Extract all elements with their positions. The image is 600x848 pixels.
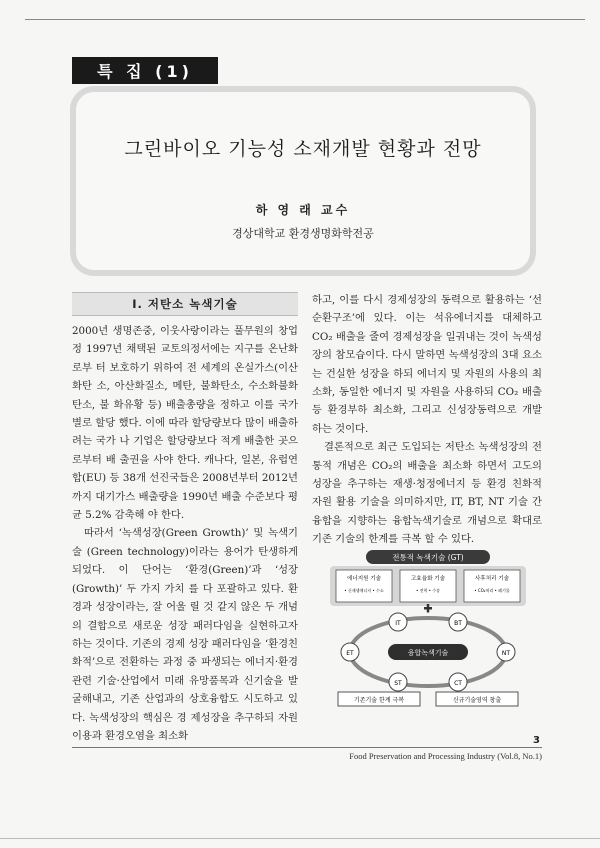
gt-box [464, 570, 520, 602]
footer-rule [72, 747, 542, 748]
author-affiliation: 경상대학교 환경생명화학전공 [232, 227, 374, 240]
bottom-rule [0, 838, 600, 839]
author-name: 하 영 래 교수 [255, 203, 351, 217]
bottom-left-label: 기존기술 한계 극복 [353, 697, 405, 704]
node-bt [449, 613, 467, 631]
gt-box-sub: • 전력 • 수송 [416, 588, 440, 593]
top-rule [25, 19, 585, 20]
gt-box-sub: • 신재생에너지 • 수소 [344, 588, 384, 593]
node-ct [449, 673, 467, 691]
gt-box-label: 사후처리 기술 [474, 576, 510, 582]
article-title: 그린바이오 기능성 소재개발 현황과 전망 [124, 138, 482, 160]
gt-box-label: 고효율화 기술 [410, 576, 446, 582]
right-column [312, 291, 542, 549]
node-st [389, 673, 407, 691]
gt-box [336, 570, 392, 602]
section-tag: 특 집 (1) [72, 57, 218, 84]
node-et [341, 643, 359, 661]
paragraph: 따라서 ‘녹색성장(Green Growth)’ 및 녹색기술 (Green technology)이라는 용어가 탄생하게 되었다. 이 단어는 ‘환경(Green)’과 ‘성장(Growth)’ 두 가지 가치 를 다 포괄하고 있다. 환경과 성장이라는, 잘 어울 릴 것 같지 않은 두 개념의 결합으로 새로운 성장 패러다임을 실현하고자 하는 것이다. 기존의 경제 성장 패러다임을 ‘환경친화적’으로 전환하는 과정 중 파생되는 에너지·환경 관련 기술·산업에서 미래 유망품목과 신기술을 발굴해내고, 기존 산업과의 상호융합도 시도하고 있다. 녹색성장의 핵심은 경 제성장을 추구하되 자원이용과 환경오염을 최소화 [72, 527, 298, 742]
paragraph: 2000년 생명존중, 이웃사랑이라는 풀무원의 창업정 1997년 채택된 교토의정서에는 지구를 온난화로부 터 보호하기 위하여 전 세계의 온실가스(이산화탄 소, 아산화질소, 메탄, 불화탄소, 수소화불화탄소, 불 화유황 등) 배출총량을 정하고 이를 국가별로 할당 했다. 이에 따라 할당량보다 많이 배출하려는 국가 나 기업은 할당량보다 적게 배출한 곳으로부터 배 출권을 사야 한다. 캐나다, 일본, 유럽연합(EU) 등 38개 선진국들은 2008년부터 2012년까지 대기가스 배출량을 1990년 배출 수준보다 평균 5.2% 감축해 야 한다. [72, 325, 298, 522]
center-label: 융합녹색기술 [407, 649, 449, 657]
figure-header: 전통적 녹색기술 (GT) [392, 553, 464, 562]
svg-text:ET: ET [346, 650, 354, 657]
page-number: 3 [533, 735, 540, 746]
svg-text:ST: ST [394, 680, 402, 687]
svg-text:BT: BT [454, 620, 462, 627]
svg-text:IT: IT [395, 620, 401, 627]
green-technology-diagram [324, 548, 532, 708]
gt-box-sub: • CO₂처리 • 폐기물 [474, 588, 510, 593]
left-column [72, 322, 298, 745]
svg-text:CT: CT [454, 680, 462, 687]
gt-box-label: 에너지원 기술 [346, 576, 382, 582]
section-heading: Ⅰ. 저탄소 녹색기술 [72, 292, 298, 316]
bottom-right-label: 신규기술영역 창출 [452, 697, 502, 704]
journal-name: Food Preservation and Processing Industry (Vol.8, No.1) [349, 751, 542, 761]
title-box [70, 86, 536, 276]
svg-text:NT: NT [501, 650, 511, 657]
paragraph: 하고, 이를 다시 경제성장의 동력으로 활용하는 ‘선 순환구조’에 있다. 이는 석유에너지를 대체하고 CO₂ 배출을 줄여 경제성장을 일궈내는 것이 녹색성 장의 참모습이다. 다시 말하면 녹색성장의 3대 요소 는 건실한 성장을 하되 에너지 및 자원의 사용의 최 소화, 동일한 에너지 및 자원을 사용하되 CO₂ 배출 등 환경부하 최소화, 그리고 신성장동력으로 개발 하는 것이다. [312, 294, 542, 435]
node-nt [497, 643, 515, 661]
paragraph: 결론적으로 최근 도입되는 저탄소 녹색성장의 전 통적 개념은 CO₂의 배출을 최소화 하면서 고도의 성장을 추구하는 재생·청정에너지 등 환경 친화적 자원 활용 기술을 의미하지만, IT, BT, NT 기술 간 융합을 지향하는 융합녹색기술로 개념으로 확대로 기존 기술의 한계를 극복 할 수 있다. [312, 441, 542, 546]
node-it [389, 613, 407, 631]
gt-box [400, 570, 456, 602]
